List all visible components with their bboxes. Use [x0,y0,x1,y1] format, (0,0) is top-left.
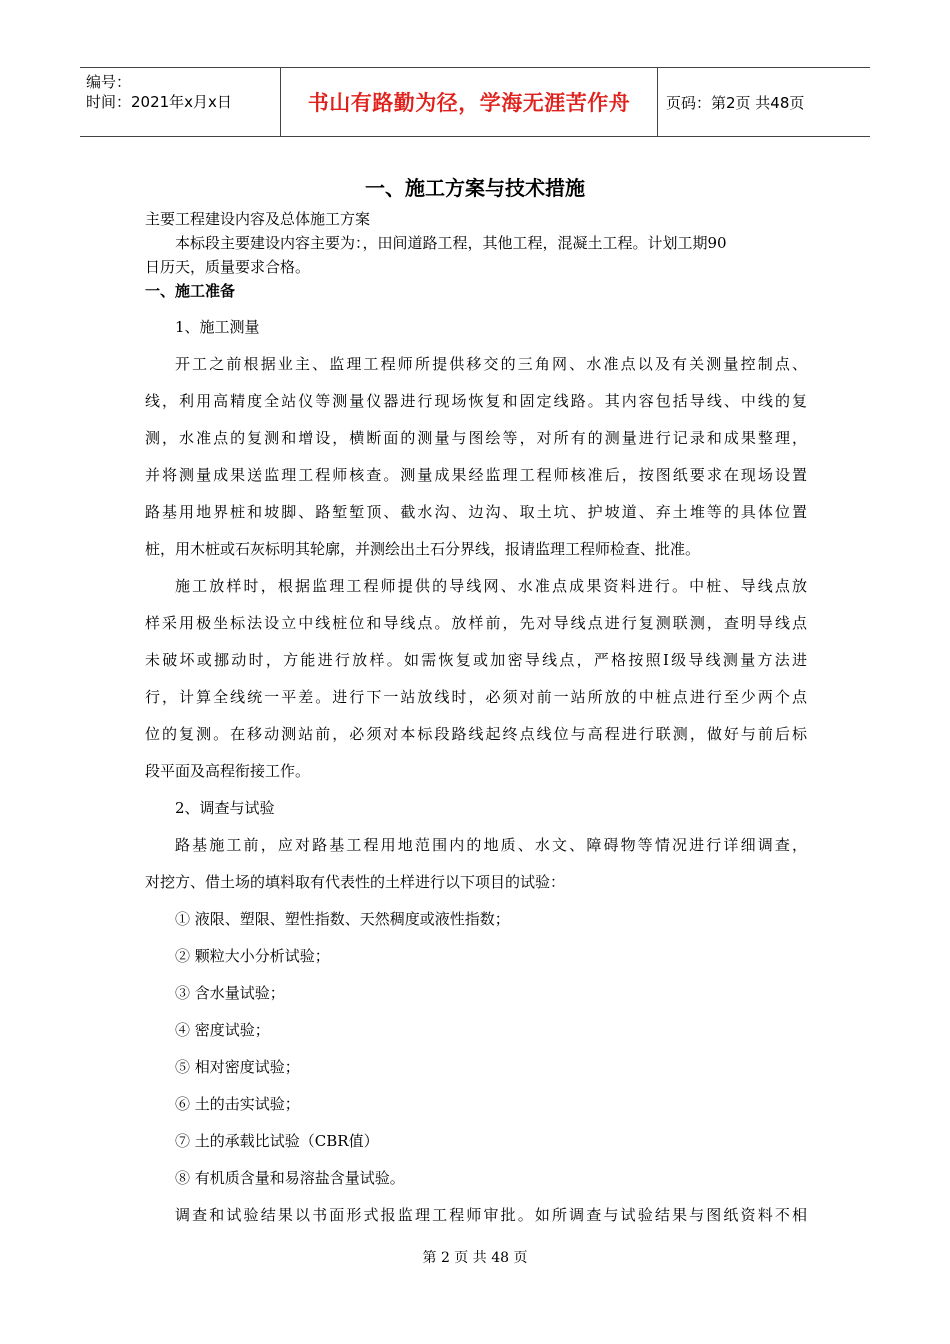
intro-line: 日历天，质量要求合格。 [145,258,311,276]
page-header [80,67,870,137]
paragraph-line: 并将测量成果送监理工程师核查。测量成果经监理工程师核准后，按图纸要求在现场设置 [145,466,807,484]
header-meta [80,68,281,136]
paragraph-line: 施工放样时，根据监理工程师提供的导线网、水准点成果资料进行。中桩、导线点放 [175,577,807,595]
paragraph-line: 线，利用高精度全站仪等测量仪器进行现场恢复和固定线路。其内容包括导线、中线的复 [145,392,807,410]
paragraph-line: 样采用极坐标法设立中线桩位和导线点。放样前，先对导线点进行复测联测，查明导线点 [145,614,807,632]
paragraph-line: 未破坏或挪动时，方能进行放样。如需恢复或加密导线点，严格按照Ⅰ级导线测量方法进 [145,651,807,669]
number-label: 编号： [86,73,132,91]
paragraph-line: 路基用地界桩和坡脚、路堑堑顶、截水沟、边沟、取土坑、护坡道、弃土堆等的具体位置 [145,503,807,521]
page-footer: 第 2 页 共 48 页 [422,1250,528,1266]
intro-subtitle: 主要工程建设内容及总体施工方案 [145,210,371,228]
intro-line: 本标段主要建设内容主要为：，田间道路工程，其他工程，混凝土工程。计划工期90 [175,234,727,252]
section-heading: 一、施工准备 [145,282,236,300]
paragraph-line: 路基施工前，应对路基工程用地范围内的地质、水文、障碍物等情况进行详细调查， [175,836,807,854]
paragraph-line: 位的复测。在移动测站前，必须对本标段路线起终点线位与高程进行联测，做好与前后标 [145,725,807,743]
item-title: 2、调查与试验 [175,799,275,817]
paragraph-line: 开工之前根据业主、监理工程师所提供移交的三角网、水准点以及有关测量控制点、 [175,355,807,373]
header-motto: 书山有路勤为径，学海无涯苦作舟 [281,68,658,136]
list-item: ① 液限、塑限、塑性指数、天然稠度或液性指数； [175,910,510,928]
list-item: ③ 含水量试验； [175,984,285,1002]
paragraph-line: 行，计算全线统一平差。进行下一站放线时，必须对前一站所放的中桩点进行至少两个点 [145,688,807,706]
page-title: 一、施工方案与技术措施 [365,176,585,200]
list-item: ④ 密度试验； [175,1021,270,1039]
list-item: ② 颗粒大小分析试验； [175,947,330,965]
header-page-info: 页码：第2页 共48页 [666,93,805,112]
document-body [145,207,807,1234]
paragraph-line: 桩，用木桩或石灰标明其轮廓，并测绘出土石分界线，报请监理工程师检查、批准。 [145,540,701,558]
paragraph-line: 段平面及高程衔接工作。 [145,762,311,780]
list-item: ⑤ 相对密度试验； [175,1058,300,1076]
paragraph-line: 测，水准点的复测和增设，横断面的测量与图绘等，对所有的测量进行记录和成果整理， [145,429,807,447]
item-title: 1、施工测量 [175,318,260,336]
list-item: ⑥ 土的击实试验； [175,1095,300,1113]
paragraph-line: 对挖方、借土场的填料取有代表性的土样进行以下项目的试验： [145,873,566,891]
time-label: 时间：2021年x月x日 [86,93,232,111]
paragraph-line: 调查和试验结果以书面形式报监理工程师审批。如所调查与试验结果与图纸资料不相 [175,1206,807,1224]
list-item: ⑦ 土的承载比试验（CBR值） [175,1132,379,1150]
list-item: ⑧ 有机质含量和易溶盐含量试验。 [175,1169,405,1187]
